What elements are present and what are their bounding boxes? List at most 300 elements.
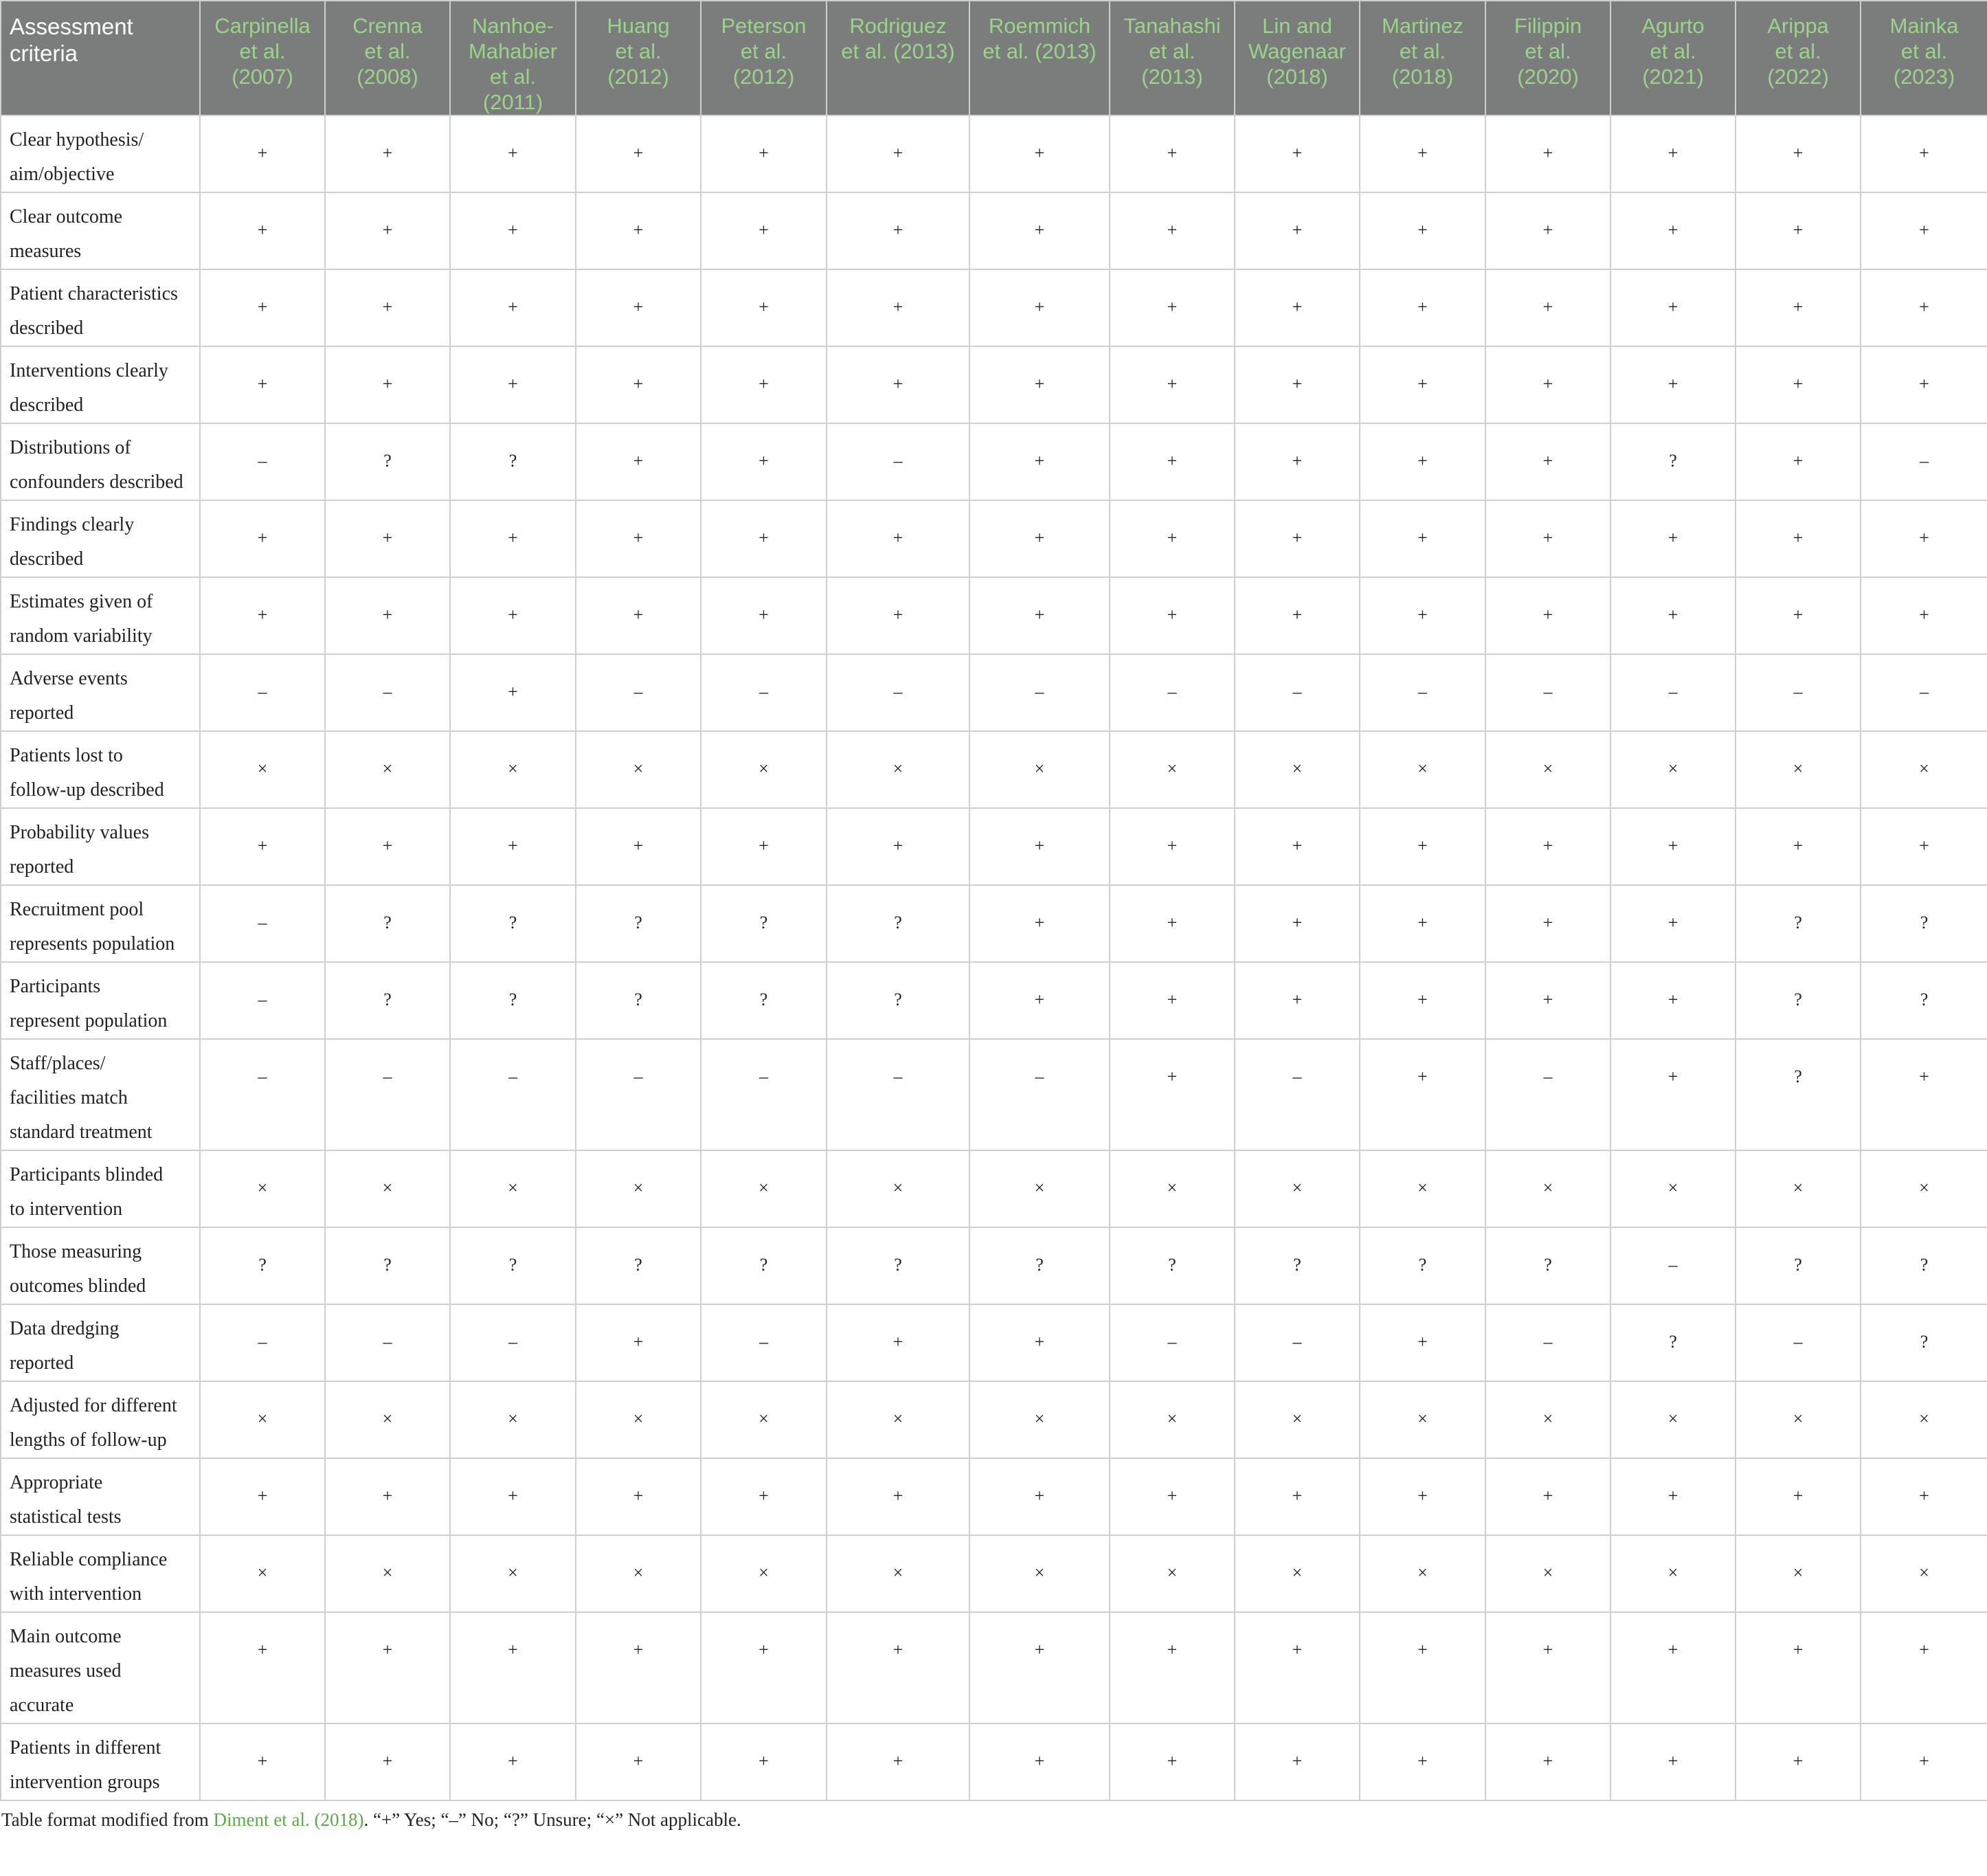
rating-cell: ? (701, 1227, 827, 1304)
rating-cell: × (1861, 1150, 1987, 1227)
rating-cell: + (1235, 1612, 1360, 1723)
rating-cell: × (827, 1381, 969, 1458)
rating-cell: + (1110, 115, 1235, 192)
rating-cell: × (200, 1381, 325, 1458)
footnote-legend: . “+” Yes; “–” No; “?” Unsure; “×” Not applicable. (363, 1809, 741, 1830)
rating-cell: + (1110, 192, 1235, 269)
rating-cell: × (1110, 1535, 1235, 1612)
rating-cell: + (1736, 1723, 1861, 1800)
rating-cell: + (1360, 577, 1485, 654)
rating-cell: – (200, 423, 325, 500)
rating-cell: ? (1485, 1227, 1610, 1304)
rating-cell: + (701, 1723, 827, 1800)
rating-cell: + (576, 115, 701, 192)
rating-cell: + (827, 346, 969, 423)
rating-cell: + (1610, 885, 1736, 962)
rating-cell: + (1235, 423, 1360, 500)
rating-cell: + (1235, 346, 1360, 423)
rating-cell: + (450, 500, 576, 577)
rating-cell: + (1235, 962, 1360, 1039)
rating-cell: ? (325, 885, 450, 962)
criterion-cell: Reliable compliance with intervention (1, 1535, 200, 1612)
rating-cell: + (1360, 269, 1485, 346)
rating-cell: + (969, 962, 1110, 1039)
rating-cell: × (1485, 1535, 1610, 1612)
criterion-cell: Interventions clearly described (1, 346, 200, 423)
rating-cell: + (576, 1304, 701, 1381)
rating-cell: – (1736, 654, 1861, 731)
rating-cell: + (969, 346, 1110, 423)
rating-cell: + (701, 500, 827, 577)
study-column-header[interactable]: Huang et al. (2012) (576, 1, 701, 115)
rating-cell: + (1485, 346, 1610, 423)
rating-cell: + (1360, 423, 1485, 500)
rating-cell: ? (450, 885, 576, 962)
rating-cell: + (1736, 423, 1861, 500)
rating-cell: – (1360, 654, 1485, 731)
rating-cell: + (1861, 577, 1987, 654)
rating-cell: – (576, 1039, 701, 1150)
rating-cell: + (701, 808, 827, 885)
rating-cell: – (1610, 654, 1736, 731)
table-row (1, 731, 1987, 808)
rating-cell: – (1485, 654, 1610, 731)
rating-cell: + (969, 1723, 1110, 1800)
rating-cell: + (450, 192, 576, 269)
rating-cell: + (1360, 1304, 1485, 1381)
rating-cell: ? (1736, 1039, 1861, 1150)
rating-cell: × (576, 731, 701, 808)
rating-cell: + (1360, 962, 1485, 1039)
rating-cell: ? (325, 423, 450, 500)
rating-cell: ? (1736, 1227, 1861, 1304)
rating-cell: × (1360, 1150, 1485, 1227)
rating-cell: + (450, 115, 576, 192)
rating-cell: × (969, 731, 1110, 808)
rating-cell: + (325, 1723, 450, 1800)
rating-cell: ? (1360, 1227, 1485, 1304)
table-row (1, 115, 1987, 192)
rating-cell: + (1235, 808, 1360, 885)
rating-cell: + (325, 577, 450, 654)
rating-cell: + (200, 577, 325, 654)
rating-cell: + (1485, 192, 1610, 269)
rating-cell: ? (325, 962, 450, 1039)
rating-cell: ? (200, 1227, 325, 1304)
rating-cell: + (1861, 192, 1987, 269)
study-column-header[interactable]: Filippin et al. (2020) (1485, 1, 1610, 115)
rating-cell: – (200, 1304, 325, 1381)
rating-cell: × (325, 1381, 450, 1458)
rating-cell: + (1485, 577, 1610, 654)
rating-cell: + (1485, 1612, 1610, 1723)
rating-cell: × (1485, 1150, 1610, 1227)
study-column-header[interactable]: Lin and Wagenaar (2018) (1235, 1, 1360, 115)
rating-cell: + (969, 577, 1110, 654)
rating-cell: – (1485, 1039, 1610, 1150)
rating-cell: – (200, 654, 325, 731)
rating-cell: + (1110, 577, 1235, 654)
rating-cell: × (1360, 1381, 1485, 1458)
table-row (1, 1535, 1987, 1612)
rating-cell: + (1485, 1723, 1610, 1800)
rating-cell: × (701, 1381, 827, 1458)
table-row (1, 577, 1987, 654)
table-row (1, 1039, 1987, 1150)
criterion-cell: Participants blinded to intervention (1, 1150, 200, 1227)
rating-cell: + (1736, 808, 1861, 885)
rating-cell: + (1110, 1723, 1235, 1800)
rating-cell: × (1360, 1535, 1485, 1612)
rating-cell: + (969, 885, 1110, 962)
rating-cell: + (1360, 1723, 1485, 1800)
rating-cell: + (1861, 808, 1987, 885)
rating-cell: + (576, 1612, 701, 1723)
rating-cell: + (450, 808, 576, 885)
rating-cell: ? (450, 1227, 576, 1304)
rating-cell: × (450, 731, 576, 808)
rating-cell: ? (1861, 1227, 1987, 1304)
rating-cell: – (1235, 654, 1360, 731)
rating-cell: × (450, 1381, 576, 1458)
criterion-cell: Distributions of confounders described (1, 423, 200, 500)
rating-cell: ? (1861, 1304, 1987, 1381)
rating-cell: + (827, 1612, 969, 1723)
rating-cell: + (576, 500, 701, 577)
rating-cell: + (827, 1304, 969, 1381)
rating-cell: + (1610, 500, 1736, 577)
rating-cell: × (200, 1535, 325, 1612)
rating-cell: × (1235, 1150, 1360, 1227)
rating-cell: + (1110, 885, 1235, 962)
rating-cell: + (325, 192, 450, 269)
rating-cell: + (1360, 885, 1485, 962)
rating-cell: ? (1861, 885, 1987, 962)
rating-cell: + (1610, 1039, 1736, 1150)
criterion-cell: Patient characteristics described (1, 269, 200, 346)
table-row (1, 885, 1987, 962)
criterion-cell: Appropriate statistical tests (1, 1458, 200, 1535)
rating-cell: + (969, 423, 1110, 500)
rating-cell: + (200, 346, 325, 423)
rating-cell: + (325, 500, 450, 577)
rating-cell: + (1610, 192, 1736, 269)
rating-cell: + (1110, 1458, 1235, 1535)
rating-cell: ? (576, 1227, 701, 1304)
rating-cell: × (1861, 1381, 1987, 1458)
table-row (1, 1381, 1987, 1458)
study-column-header[interactable]: Tanahashi et al. (2013) (1110, 1, 1235, 115)
table-row (1, 269, 1987, 346)
rating-cell: + (1235, 269, 1360, 346)
rating-cell: + (1736, 577, 1861, 654)
rating-cell: + (1610, 1458, 1736, 1535)
rating-cell: + (1110, 1039, 1235, 1150)
rating-cell: + (1110, 808, 1235, 885)
rating-cell: – (1485, 1304, 1610, 1381)
rating-cell: – (701, 654, 827, 731)
rating-cell: ? (1736, 962, 1861, 1039)
rating-cell: + (576, 269, 701, 346)
rating-cell: – (827, 1039, 969, 1150)
rating-cell: × (1360, 731, 1485, 808)
rating-cell: + (1861, 500, 1987, 577)
rating-cell: + (1360, 192, 1485, 269)
rating-cell: – (1110, 654, 1235, 731)
rating-cell: ? (1610, 423, 1736, 500)
rating-cell: – (969, 1039, 1110, 1150)
rating-cell: + (969, 1612, 1110, 1723)
rating-cell: + (576, 192, 701, 269)
rating-cell: + (1485, 885, 1610, 962)
rating-cell: ? (325, 1227, 450, 1304)
rating-cell: + (1110, 500, 1235, 577)
rating-cell: + (701, 1458, 827, 1535)
table-row (1, 962, 1987, 1039)
rating-cell: + (1235, 1723, 1360, 1800)
rating-cell: – (1861, 423, 1987, 500)
table-row (1, 192, 1987, 269)
rating-cell: + (1235, 192, 1360, 269)
rating-cell: + (325, 1458, 450, 1535)
footnote-reference-link[interactable]: Diment et al. (2018) (213, 1809, 364, 1830)
criterion-cell: Staff/places/ facilities match standard treatment (1, 1039, 200, 1150)
rating-cell: + (701, 577, 827, 654)
rating-cell: × (827, 1150, 969, 1227)
rating-cell: ? (701, 885, 827, 962)
rating-cell: × (1610, 1381, 1736, 1458)
rating-cell: × (576, 1535, 701, 1612)
rating-cell: × (969, 1381, 1110, 1458)
rating-cell: – (1861, 654, 1987, 731)
rating-cell: – (325, 1039, 450, 1150)
rating-cell: + (200, 269, 325, 346)
rating-cell: + (969, 808, 1110, 885)
rating-cell: + (200, 1458, 325, 1535)
rating-cell: + (325, 115, 450, 192)
rating-cell: + (1610, 346, 1736, 423)
criteria-column-header: Assessment criteria (1, 1, 200, 115)
rating-cell: + (1861, 346, 1987, 423)
rating-cell: – (701, 1304, 827, 1381)
rating-cell: × (1110, 731, 1235, 808)
rating-cell: + (1235, 115, 1360, 192)
rating-cell: – (200, 1039, 325, 1150)
rating-cell: + (1485, 423, 1610, 500)
rating-cell: + (1736, 269, 1861, 346)
table-body (1, 115, 1987, 1800)
footnote-prefix: Table format modified from (1, 1809, 214, 1830)
rating-cell: × (701, 1535, 827, 1612)
rating-cell: + (450, 577, 576, 654)
rating-cell: × (1235, 1535, 1360, 1612)
table-row (1, 346, 1987, 423)
rating-cell: + (1360, 1612, 1485, 1723)
rating-cell: + (1235, 1458, 1360, 1535)
rating-cell: + (1736, 115, 1861, 192)
rating-cell: + (1610, 115, 1736, 192)
rating-cell: × (450, 1535, 576, 1612)
study-column-header[interactable]: Roemmich et al. (2013) (969, 1, 1110, 115)
rating-cell: + (325, 808, 450, 885)
rating-cell: + (450, 269, 576, 346)
rating-cell: + (200, 192, 325, 269)
rating-cell: + (1360, 346, 1485, 423)
rating-cell: + (1861, 1458, 1987, 1535)
rating-cell: + (1485, 269, 1610, 346)
criterion-cell: Clear hypothesis/ aim/objective (1, 115, 200, 192)
rating-cell: – (1610, 1227, 1736, 1304)
rating-cell: – (325, 654, 450, 731)
rating-cell: + (1861, 1039, 1987, 1150)
rating-cell: + (969, 269, 1110, 346)
rating-cell: + (1610, 1612, 1736, 1723)
table-row (1, 1723, 1987, 1800)
rating-cell: ? (1110, 1227, 1235, 1304)
rating-cell: + (1235, 500, 1360, 577)
rating-cell: + (325, 269, 450, 346)
rating-cell: × (1610, 1150, 1736, 1227)
rating-cell: + (200, 1612, 325, 1723)
study-column-header[interactable]: Nanhoe- Mahabier et al. (2011) (450, 1, 576, 115)
criterion-cell: Clear outcome measures (1, 192, 200, 269)
rating-cell: + (1485, 115, 1610, 192)
study-column-header[interactable]: Carpinella et al. (2007) (200, 1, 325, 115)
study-column-header[interactable]: Peterson et al. (2012) (701, 1, 827, 115)
rating-cell: + (576, 808, 701, 885)
rating-cell: × (325, 1535, 450, 1612)
rating-cell: + (1861, 269, 1987, 346)
rating-cell: × (1861, 1535, 1987, 1612)
criterion-cell: Probability values reported (1, 808, 200, 885)
rating-cell: + (1610, 808, 1736, 885)
rating-cell: ? (701, 962, 827, 1039)
rating-cell: + (576, 423, 701, 500)
table-row (1, 1150, 1987, 1227)
rating-cell: – (200, 962, 325, 1039)
rating-cell: ? (827, 1227, 969, 1304)
rating-cell: – (827, 423, 969, 500)
table-row (1, 654, 1987, 731)
study-column-header[interactable]: Martinez et al. (2018) (1360, 1, 1485, 115)
rating-cell: + (325, 1612, 450, 1723)
study-column-header[interactable]: Arippa et al. (2022) (1736, 1, 1861, 115)
rating-cell: – (1235, 1039, 1360, 1150)
rating-cell: + (969, 192, 1110, 269)
rating-cell: + (200, 500, 325, 577)
rating-cell: × (325, 1150, 450, 1227)
rating-cell: + (1610, 1723, 1736, 1800)
rating-cell: + (450, 1458, 576, 1535)
study-column-header[interactable]: Agurto et al. (2021) (1610, 1, 1736, 115)
rating-cell: + (450, 1612, 576, 1723)
rating-cell: ? (576, 962, 701, 1039)
rating-cell: + (701, 269, 827, 346)
rating-cell: + (576, 346, 701, 423)
rating-cell: × (1485, 731, 1610, 808)
rating-cell: + (969, 500, 1110, 577)
rating-cell: – (827, 654, 969, 731)
rating-cell: – (701, 1039, 827, 1150)
rating-cell: + (701, 423, 827, 500)
criterion-cell: Estimates given of random variability (1, 577, 200, 654)
rating-cell: × (325, 731, 450, 808)
rating-cell: + (1736, 192, 1861, 269)
rating-cell: – (1110, 1304, 1235, 1381)
rating-cell: + (1610, 269, 1736, 346)
rating-cell: × (701, 731, 827, 808)
rating-cell: – (200, 885, 325, 962)
rating-cell: + (827, 192, 969, 269)
table-row (1, 1458, 1987, 1535)
rating-cell: + (1861, 1723, 1987, 1800)
rating-cell: × (969, 1535, 1110, 1612)
rating-cell: + (1110, 962, 1235, 1039)
table-footnote (1, 1809, 741, 1831)
rating-cell: + (1485, 808, 1610, 885)
criterion-cell: Patients in different intervention groups (1, 1723, 200, 1800)
rating-cell: × (1235, 1381, 1360, 1458)
rating-cell: + (1110, 423, 1235, 500)
rating-cell: + (827, 577, 969, 654)
rating-cell: ? (969, 1227, 1110, 1304)
rating-cell: + (1861, 1612, 1987, 1723)
rating-cell: – (325, 1304, 450, 1381)
rating-cell: × (827, 1535, 969, 1612)
rating-cell: + (1485, 1458, 1610, 1535)
rating-cell: + (1861, 115, 1987, 192)
rating-cell: × (200, 731, 325, 808)
rating-cell: × (1736, 1381, 1861, 1458)
rating-cell: + (969, 1304, 1110, 1381)
rating-cell: × (1485, 1381, 1610, 1458)
rating-cell: + (827, 1458, 969, 1535)
rating-cell: ? (576, 885, 701, 962)
rating-cell: + (200, 1723, 325, 1800)
criterion-cell: Data dredging reported (1, 1304, 200, 1381)
rating-cell: + (701, 192, 827, 269)
table-row (1, 500, 1987, 577)
criterion-cell: Adverse events reported (1, 654, 200, 731)
rating-cell: + (325, 346, 450, 423)
criterion-cell: Adjusted for different lengths of follow-up (1, 1381, 200, 1458)
rating-cell: + (1360, 1458, 1485, 1535)
rating-cell: ? (1235, 1227, 1360, 1304)
rating-cell: + (1485, 962, 1610, 1039)
rating-cell: – (450, 1039, 576, 1150)
study-column-header[interactable]: Mainka et al. (2023) (1861, 1, 1987, 115)
rating-cell: + (827, 115, 969, 192)
rating-cell: ? (450, 423, 576, 500)
rating-cell: + (1610, 962, 1736, 1039)
table-row (1, 1304, 1987, 1381)
rating-cell: – (576, 654, 701, 731)
rating-cell: + (450, 346, 576, 423)
rating-cell: × (1861, 731, 1987, 808)
study-column-header[interactable]: Crenna et al. (2008) (325, 1, 450, 115)
criterion-cell: Findings clearly described (1, 500, 200, 577)
rating-cell: + (1235, 885, 1360, 962)
rating-cell: × (969, 1150, 1110, 1227)
rating-cell: + (576, 1458, 701, 1535)
rating-cell: + (969, 115, 1110, 192)
study-column-header[interactable]: Rodriguez et al. (2013) (827, 1, 969, 115)
rating-cell: ? (827, 962, 969, 1039)
rating-cell: + (200, 115, 325, 192)
rating-cell: + (1736, 500, 1861, 577)
rating-cell: + (827, 1723, 969, 1800)
rating-cell: × (1736, 1150, 1861, 1227)
